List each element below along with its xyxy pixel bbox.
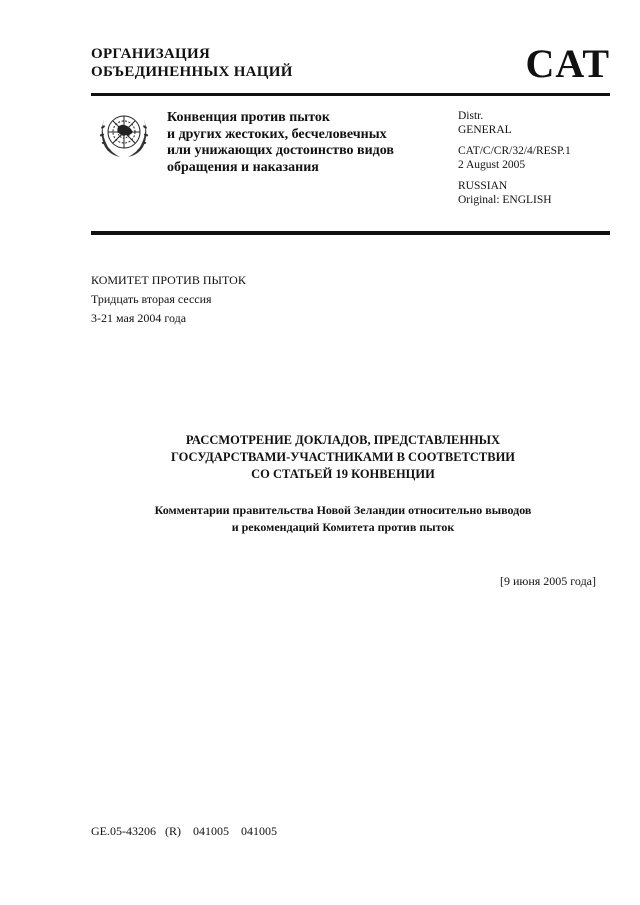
distr-value: GENERAL — [458, 123, 512, 136]
organization-line-1: ОРГАНИЗАЦИЯ — [91, 46, 211, 62]
organization-name — [91, 45, 293, 81]
symbol-date-group — [458, 145, 571, 172]
committee-session: Тридцать вторая сессия — [91, 292, 212, 306]
distribution-block — [458, 110, 571, 215]
language-group — [458, 180, 571, 207]
distribution-group — [458, 110, 571, 137]
organization-line-2: ОБЪЕДИНЕННЫХ НАЦИЙ — [91, 64, 293, 80]
committee-block — [91, 271, 246, 328]
footer-job-number: GE.05-43206 (R) 041005 041005 — [91, 824, 277, 838]
convention-title-line: Конвенция против пыток — [167, 110, 330, 125]
document-subheading — [0, 502, 640, 536]
subheading-line: Комментарии правительства Новой Зеландии относительно выводов — [154, 503, 532, 517]
language: RUSSIAN — [458, 180, 508, 192]
document-symbol-cat: CAT — [525, 41, 610, 86]
convention-title-line: или унижающих достоинство видов — [167, 143, 394, 158]
heading-line: СО СТАТЬЕЙ 19 КОНВЕНЦИИ — [251, 467, 435, 481]
subheading-line: и рекомендаций Комитета против пыток — [231, 520, 455, 534]
committee-name: КОМИТЕТ ПРОТИВ ПЫТОК — [91, 273, 246, 287]
doc-symbol: CAT/C/CR/32/4/RESP.1 — [458, 145, 571, 157]
heading-line: ГОСУДАРСТВАМИ-УЧАСТНИКАМИ В СООТВЕТСТВИИ — [170, 450, 516, 464]
original-language: Original: ENGLISH — [458, 193, 552, 206]
submission-date: [9 июня 2005 года] — [499, 574, 596, 588]
convention-title-line: обращения и наказания — [167, 159, 319, 175]
committee-dates: 3-21 мая 2004 года — [91, 311, 187, 325]
document-heading — [0, 432, 640, 483]
convention-title — [167, 110, 394, 176]
convention-title-line: и других жестоких, бесчеловечных — [167, 126, 387, 142]
un-emblem-icon — [94, 107, 154, 161]
header-bottom-divider — [91, 231, 610, 235]
top-divider — [91, 93, 610, 96]
heading-line: РАССМОТРЕНИЕ ДОКЛАДОВ, ПРЕДСТАВЛЕННЫХ — [185, 433, 501, 447]
doc-date: 2 August 2005 — [458, 158, 526, 171]
distr-label: Distr. — [458, 110, 484, 122]
